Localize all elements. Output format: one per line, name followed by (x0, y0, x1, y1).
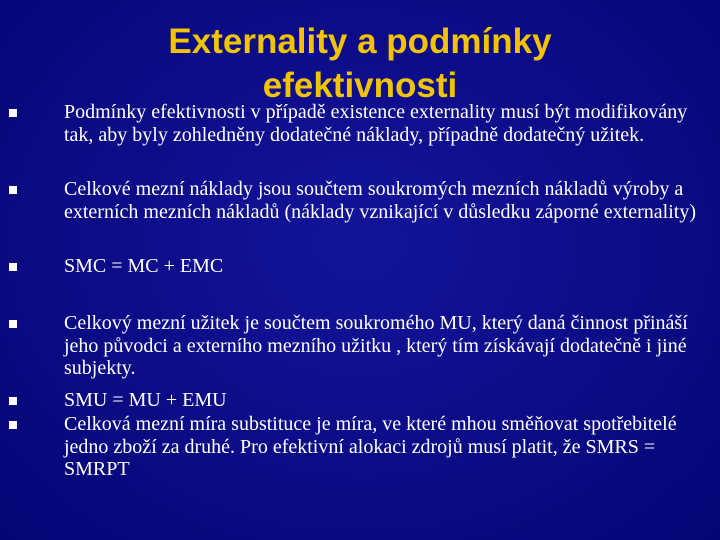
bullet-item-smc-formula (64, 255, 704, 278)
square-bullet-icon (9, 263, 17, 271)
slide-title-line-2: efektivnosti (262, 66, 458, 105)
bullet-item-social-marginal-cost (64, 178, 704, 223)
square-bullet-icon (9, 397, 17, 405)
bullet-item-efficiency-conditions (64, 101, 704, 146)
bullet-item-smu-formula (64, 389, 704, 412)
bullet-text: Celkové mezní náklady jsou součtem soukromých mezních nákladů výroby a externích mezních nákladů (náklady vznikající v důsledku záporné externality) (64, 178, 696, 223)
square-bullet-icon (9, 186, 17, 194)
bullet-text: Celková mezní míra substituce je míra, ve které mhou směňovat spotřebitelé jedno zboží za druhé. Pro efektivní alokaci zdrojů musí platit, že SMRS = SMRPT (64, 413, 677, 480)
bullet-item-social-marginal-utility (64, 312, 704, 380)
square-bullet-icon (9, 109, 17, 117)
bullet-text: SMC = MC + EMC (64, 255, 224, 277)
slide-title-line-1: Externality a podmínky (168, 22, 552, 61)
square-bullet-icon (9, 421, 17, 429)
bullet-text: SMU = MU + EMU (64, 389, 227, 411)
bullet-text: Podmínky efektivnosti v případě existence externality musí být modifikovány tak, aby byly zohledněny dodatečné náklady, případně dodatečný užitek. (64, 101, 688, 146)
bullet-item-marginal-rate-of-substitution (64, 413, 704, 481)
square-bullet-icon (9, 320, 17, 328)
bullet-text: Celkový mezní užitek je součtem soukromého MU, který daná činnost přináší jeho původci a externího mezního užitku , který tím získávají dodatečně i jiné subjekty. (64, 312, 688, 379)
